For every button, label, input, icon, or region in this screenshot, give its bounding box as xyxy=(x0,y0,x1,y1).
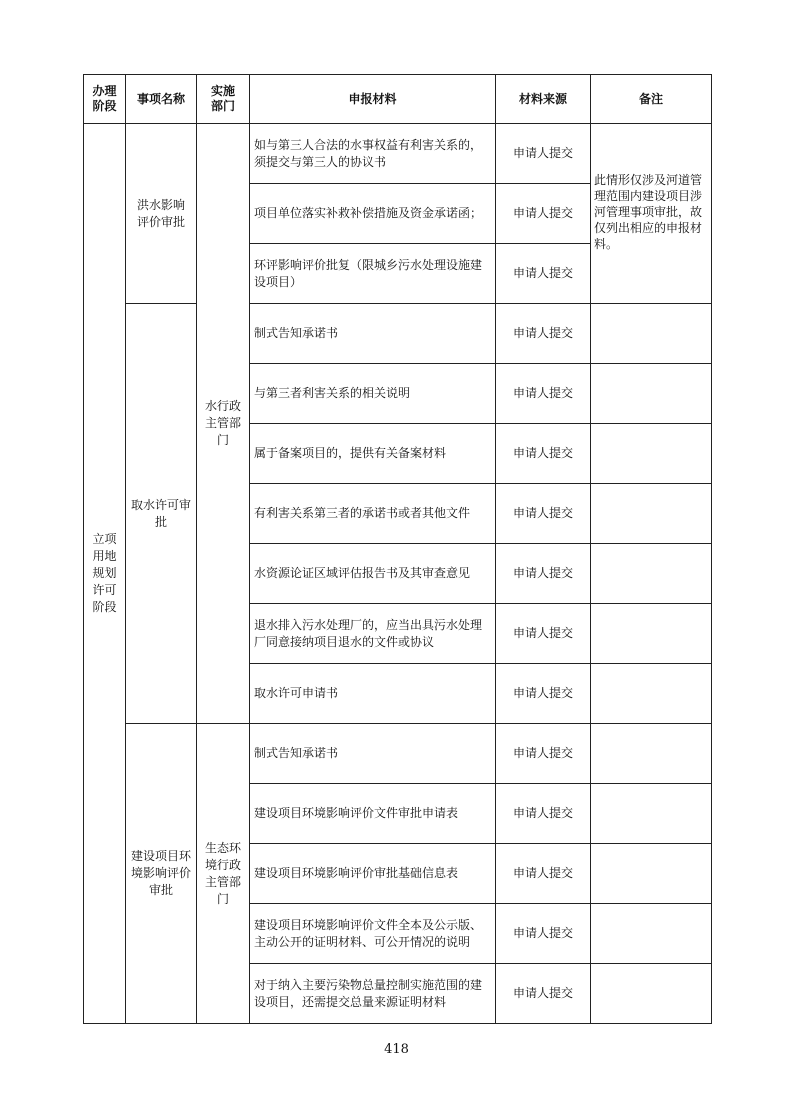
table-row xyxy=(84,304,712,364)
empty-note-cell xyxy=(591,844,712,904)
header-dept: 实施部门 xyxy=(197,75,250,124)
header-note: 备注 xyxy=(591,75,712,124)
table-row xyxy=(84,724,712,784)
dept-water: 水行政主管部门 xyxy=(197,124,250,724)
materials-table xyxy=(83,74,712,1024)
material-cell: 如与第三人合法的水事权益有利害关系的，须提交与第三人的协议书 xyxy=(250,124,496,184)
empty-note-cell xyxy=(591,964,712,1024)
note-cell: 此情形仅涉及河道管理范围内建设项目涉河管理事项审批，故仅列出相应的申报材料。 xyxy=(591,124,712,304)
material-cell: 与第三者利害关系的相关说明 xyxy=(250,364,496,424)
empty-note-cell xyxy=(591,904,712,964)
item-eia: 建设项目环境影响评价审批 xyxy=(126,724,197,1024)
material-cell: 取水许可申请书 xyxy=(250,664,496,724)
material-cell: 环评影响评价批复（限城乡污水处理设施建设项目） xyxy=(250,244,496,304)
source-cell: 申请人提交 xyxy=(496,604,591,664)
header-materials: 申报材料 xyxy=(250,75,496,124)
source-cell: 申请人提交 xyxy=(496,184,591,244)
material-cell: 建设项目环境影响评价文件全本及公示版、主动公开的证明材料、可公开情况的说明 xyxy=(250,904,496,964)
source-cell: 申请人提交 xyxy=(496,784,591,844)
empty-note-cell xyxy=(591,544,712,604)
material-cell: 对于纳入主要污染物总量控制实施范围的建设项目，还需提交总量来源证明材料 xyxy=(250,964,496,1024)
header-item: 事项名称 xyxy=(126,75,197,124)
material-cell: 退水排入污水处理厂的，应当出具污水处理厂同意接纳项目退水的文件或协议 xyxy=(250,604,496,664)
item-water-permit: 取水许可审批 xyxy=(126,304,197,724)
source-cell: 申请人提交 xyxy=(496,904,591,964)
page-number: 418 xyxy=(384,1042,409,1057)
empty-note-cell xyxy=(591,724,712,784)
source-cell: 申请人提交 xyxy=(496,424,591,484)
source-cell: 申请人提交 xyxy=(496,844,591,904)
source-cell: 申请人提交 xyxy=(496,544,591,604)
material-cell: 项目单位落实补救补偿措施及资金承诺函； xyxy=(250,184,496,244)
source-cell: 申请人提交 xyxy=(496,244,591,304)
material-cell: 制式告知承诺书 xyxy=(250,304,496,364)
source-cell: 申请人提交 xyxy=(496,664,591,724)
stage-cell: 立项用地规划许可阶段 xyxy=(84,124,126,1024)
empty-note-cell xyxy=(591,484,712,544)
source-cell: 申请人提交 xyxy=(496,964,591,1024)
material-cell: 建设项目环境影响评价审批基础信息表 xyxy=(250,844,496,904)
material-cell: 制式告知承诺书 xyxy=(250,724,496,784)
header-row xyxy=(84,75,712,124)
material-cell: 属于备案项目的，提供有关备案材料 xyxy=(250,424,496,484)
table-row xyxy=(84,124,712,184)
header-stage: 办理阶段 xyxy=(84,75,126,124)
empty-note-cell xyxy=(591,604,712,664)
empty-note-cell xyxy=(591,304,712,364)
material-cell: 建设项目环境影响评价文件审批申请表 xyxy=(250,784,496,844)
item-flood: 洪水影响评价审批 xyxy=(126,124,197,304)
source-cell: 申请人提交 xyxy=(496,304,591,364)
empty-note-cell xyxy=(591,364,712,424)
source-cell: 申请人提交 xyxy=(496,724,591,784)
header-source: 材料来源 xyxy=(496,75,591,124)
empty-note-cell xyxy=(591,664,712,724)
empty-note-cell xyxy=(591,424,712,484)
dept-eco: 生态环境行政主管部门 xyxy=(197,724,250,1024)
source-cell: 申请人提交 xyxy=(496,364,591,424)
empty-note-cell xyxy=(591,784,712,844)
material-cell: 有利害关系第三者的承诺书或者其他文件 xyxy=(250,484,496,544)
source-cell: 申请人提交 xyxy=(496,484,591,544)
material-cell: 水资源论证区域评估报告书及其审查意见 xyxy=(250,544,496,604)
source-cell: 申请人提交 xyxy=(496,124,591,184)
